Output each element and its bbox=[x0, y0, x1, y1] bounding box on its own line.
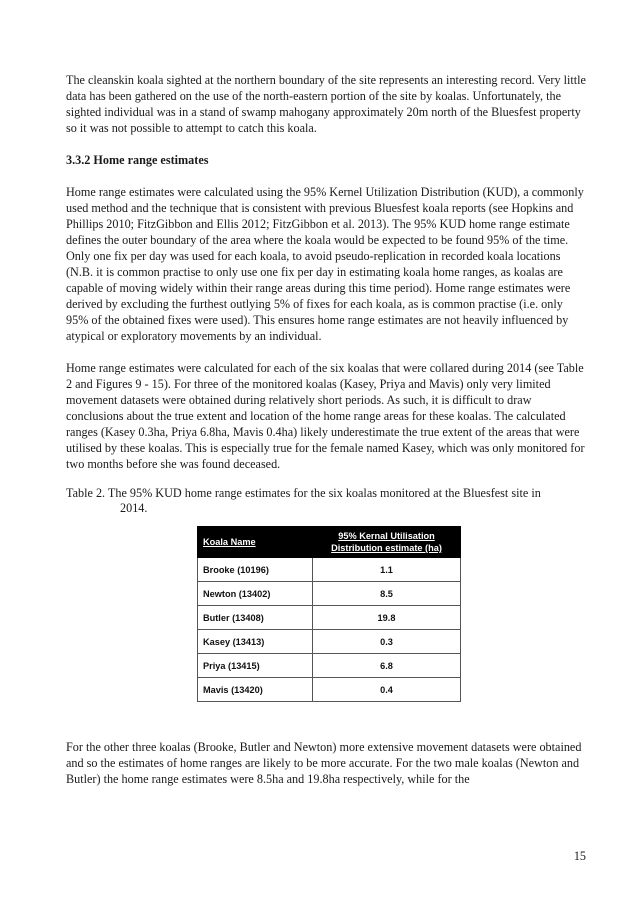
cell-estimate: 0.3 bbox=[313, 630, 461, 654]
paragraph-cleanskin-koala: The cleanskin koala sighted at the northern boundary of the site represents an interesting record. Very little data has been gathered on the use of the north-eastern portion of the site by koalas. Unfortunately, the sighted individual was in a stand of swamp mahogany approximately 20m north of the Bluesfest property so it was not possible to attempt to catch this koala. bbox=[66, 73, 586, 135]
table-row bbox=[198, 630, 461, 654]
paragraph-other-koalas: For the other three koalas (Brooke, Butler and Newton) more extensive movement datasets were obtained and so the estimates of home ranges are likely to be more accurate. For the two male koalas (Newton and Butler) the home range estimates were 8.5ha and 19.8ha respectively, while for the bbox=[66, 740, 582, 786]
table-caption bbox=[66, 486, 586, 516]
table-caption-line2: 2014. bbox=[120, 501, 148, 515]
cell-estimate: 8.5 bbox=[313, 582, 461, 606]
table-row bbox=[198, 654, 461, 678]
cell-koala-name: Brooke (10196) bbox=[198, 558, 313, 582]
table-row bbox=[198, 582, 461, 606]
page-number: 15 bbox=[573, 849, 586, 863]
section-heading: 3.3.2 Home range estimates bbox=[66, 153, 209, 167]
header-koala-name: Koala Name bbox=[198, 527, 313, 558]
cell-estimate: 1.1 bbox=[313, 558, 461, 582]
cell-koala-name: Newton (13402) bbox=[198, 582, 313, 606]
table-row bbox=[198, 558, 461, 582]
header-kud-estimate: 95% Kernal Utilisation Distribution estimate (ha) bbox=[313, 527, 461, 558]
table-row bbox=[198, 606, 461, 630]
document-page bbox=[66, 72, 586, 787]
cell-koala-name: Mavis (13420) bbox=[198, 678, 313, 702]
cell-koala-name: Priya (13415) bbox=[198, 654, 313, 678]
home-range-table bbox=[197, 526, 461, 702]
cell-estimate: 0.4 bbox=[313, 678, 461, 702]
cell-estimate: 6.8 bbox=[313, 654, 461, 678]
cell-koala-name: Kasey (13413) bbox=[198, 630, 313, 654]
table-row bbox=[198, 678, 461, 702]
cell-estimate: 19.8 bbox=[313, 606, 461, 630]
paragraph-kud-method: Home range estimates were calculated using the 95% Kernel Utilization Distribution (KUD), a commonly used method and the technique that is consistent with previous Bluesfest koala reports (see Hopkins and Phillips 2010; FitzGibbon and Ellis 2012; FitzGibbon et al. 2013). The 95% KUD home range estimate defines the outer boundary of the area where the koala would be expected to be found 95% of the time. Only one fix per day was used for each koala, to avoid pseudo-replication in recorded koala locations (N.B. it is common practise to only use one fix per day in estimating koala home ranges, as koalas are capable of moving widely within their range areas during this time period). Home range estimates were derived by excluding the furthest outlying 5% of fixes for each koala, as is common practise (i.e. only 95% of the obtained fixes were used). This ensures home range estimates are not heavily influenced by atypical or exploratory movements by an individual. bbox=[66, 185, 584, 343]
table-caption-line1: Table 2. The 95% KUD home range estimates for the six koalas monitored at the Bluesfest site in bbox=[66, 486, 541, 500]
paragraph-six-koalas: Home range estimates were calculated for each of the six koalas that were collared during 2014 (see Table 2 and Figures 9 - 15). For three of the monitored koalas (Kasey, Priya and Mavis) only very limited movement datasets were obtained during relatively short periods. As such, it is difficult to draw conclusions about the true extent and location of the home range areas for these koalas. The calculated ranges (Kasey 0.3ha, Priya 6.8ha, Mavis 0.4ha) likely underestimate the true extent of the areas that were utilised by these koalas. This is especially true for the female named Kasey, which was only monitored for two months before she was found deceased. bbox=[66, 361, 585, 471]
table-header-row bbox=[198, 527, 461, 558]
cell-koala-name: Butler (13408) bbox=[198, 606, 313, 630]
